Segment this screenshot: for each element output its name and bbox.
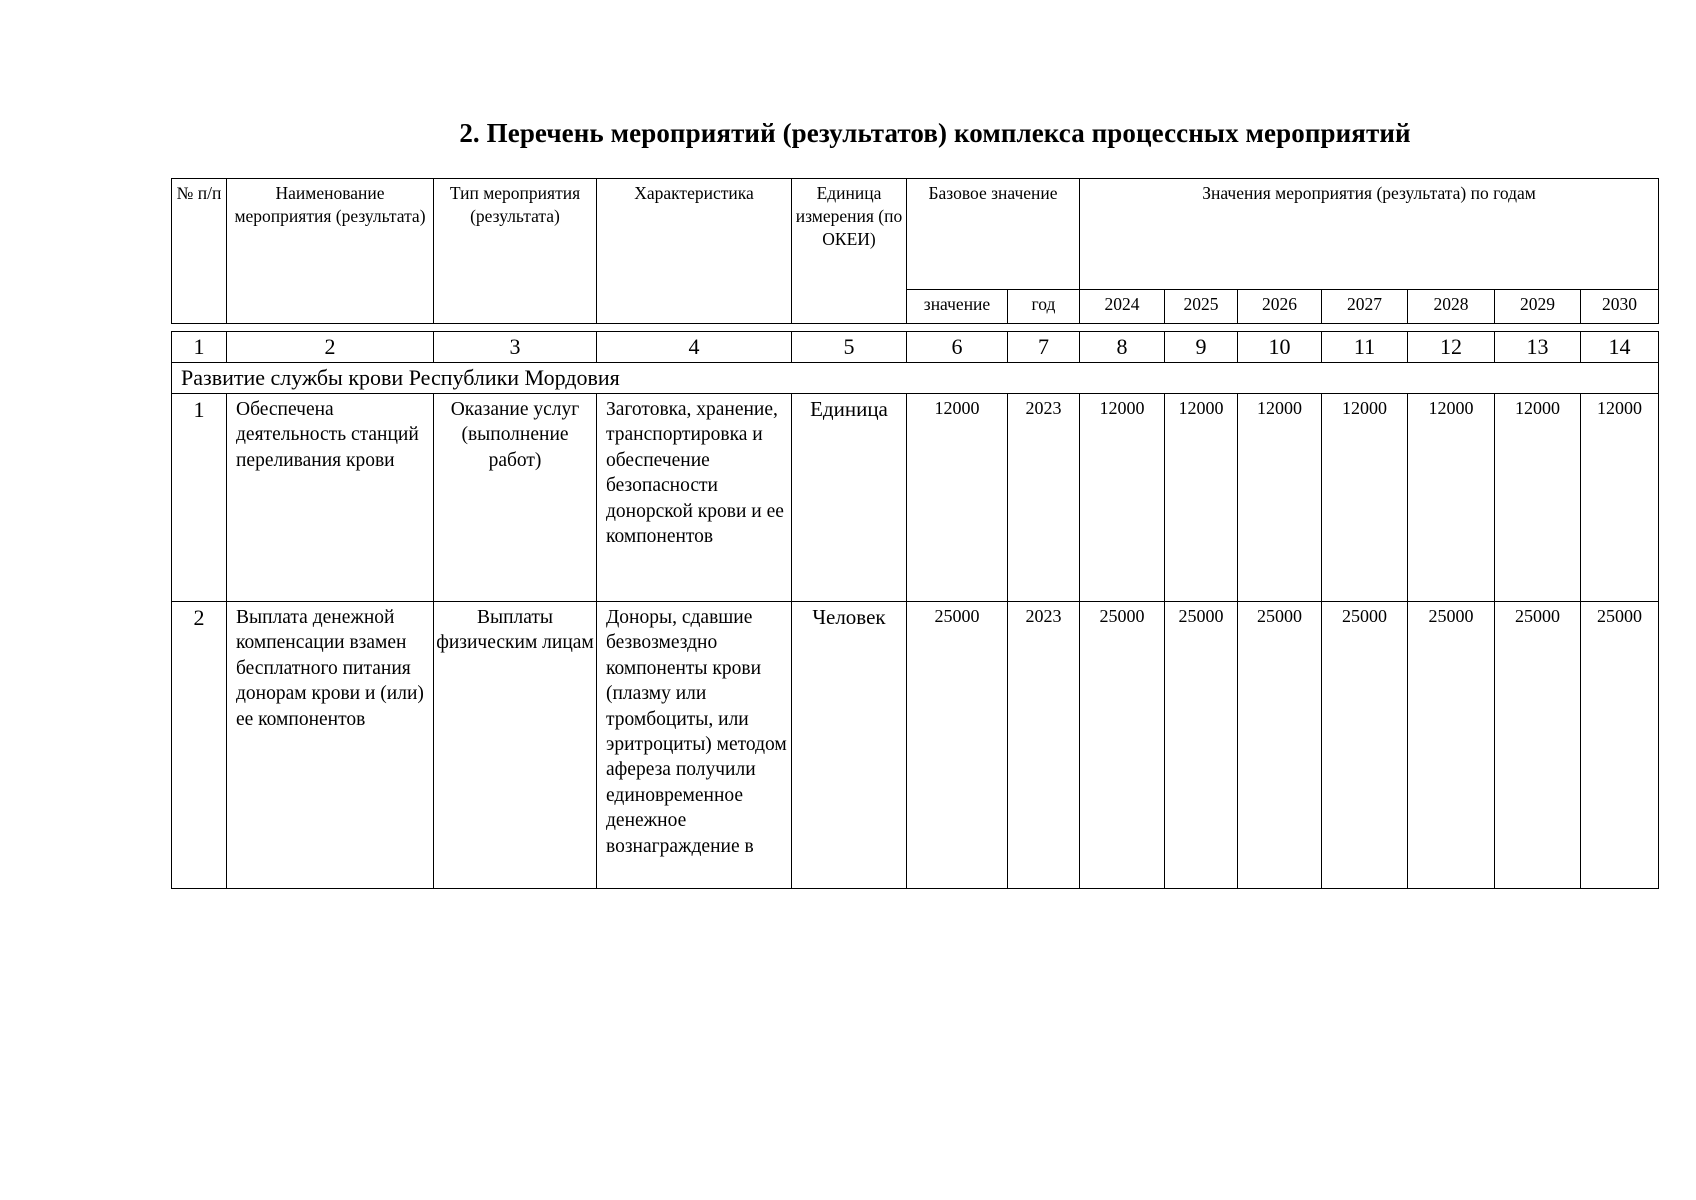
activity-name: Выплата денежной компенсации взамен бесплатного питания донорам крови и (или) ее компонентов: [227, 602, 434, 889]
base-year: 2023: [1008, 602, 1080, 889]
year-value: 12000: [1322, 394, 1408, 602]
header-year: 2025: [1165, 290, 1238, 324]
year-value: 25000: [1080, 602, 1165, 889]
header-characteristic: Характеристика: [597, 179, 792, 324]
column-number: 9: [1165, 332, 1238, 363]
year-value: 25000: [1322, 602, 1408, 889]
activity-type: Выплаты физическим лицам: [434, 602, 597, 889]
year-value: 12000: [1581, 394, 1659, 602]
activity-name: Обеспечена деятельность станций переливания крови: [227, 394, 434, 602]
activity-characteristic: Заготовка, хранение, транспортировка и обеспечение безопасности донорской крови и ее компонентов: [597, 394, 792, 602]
year-value: 25000: [1238, 602, 1322, 889]
header-base: Базовое значение: [907, 179, 1080, 290]
column-number: 11: [1322, 332, 1408, 363]
table-header: [171, 178, 1659, 324]
unit-of-measure: Человек: [792, 602, 907, 889]
column-number: 4: [597, 332, 792, 363]
base-year: 2023: [1008, 394, 1080, 602]
column-number: 1: [172, 332, 227, 363]
header-base-year: год: [1008, 290, 1080, 324]
column-number: 12: [1408, 332, 1495, 363]
year-value: 25000: [1581, 602, 1659, 889]
year-value: 12000: [1080, 394, 1165, 602]
header-no: № п/п: [172, 179, 227, 324]
year-value: 12000: [1238, 394, 1322, 602]
header-unit: Единица измерения (по ОКЕИ): [792, 179, 907, 324]
header-year: 2027: [1322, 290, 1408, 324]
column-number: 6: [907, 332, 1008, 363]
header-year: 2029: [1495, 290, 1581, 324]
row-number: 1: [172, 394, 227, 602]
base-value: 25000: [907, 602, 1008, 889]
column-number: 5: [792, 332, 907, 363]
header-year: 2028: [1408, 290, 1495, 324]
table-row: [172, 602, 1659, 889]
column-numbers-row: [172, 332, 1659, 363]
base-value: 12000: [907, 394, 1008, 602]
year-value: 25000: [1495, 602, 1581, 889]
table-row: [172, 394, 1659, 602]
header-name: Наименование мероприятия (результата): [227, 179, 434, 324]
activity-characteristic: Доноры, сдавшие безвозмездно компоненты крови (плазму или тромбоциты, или эритроциты) методом афереза получили единовременное денежное вознаграждение в: [597, 602, 792, 889]
column-number: 10: [1238, 332, 1322, 363]
unit-of-measure: Единица: [792, 394, 907, 602]
row-number: 2: [172, 602, 227, 889]
header-values-by-year: Значения мероприятия (результата) по годам: [1080, 179, 1659, 290]
activity-type: Оказание услуг (выполнение работ): [434, 394, 597, 602]
year-value: 25000: [1408, 602, 1495, 889]
column-number: 2: [227, 332, 434, 363]
header-year: 2026: [1238, 290, 1322, 324]
document-title: 2. Перечень мероприятий (результатов) комплекса процессных мероприятий: [459, 118, 1411, 148]
column-number: 13: [1495, 332, 1581, 363]
year-value: 25000: [1165, 602, 1238, 889]
section-title: Развитие службы крови Республики Мордовия: [172, 363, 1659, 394]
table-body: [171, 331, 1659, 889]
column-number: 7: [1008, 332, 1080, 363]
column-number: 14: [1581, 332, 1659, 363]
section-row: [172, 363, 1659, 394]
header-year: 2030: [1581, 290, 1659, 324]
year-value: 12000: [1408, 394, 1495, 602]
year-value: 12000: [1495, 394, 1581, 602]
header-base-value: значение: [907, 290, 1008, 324]
column-number: 8: [1080, 332, 1165, 363]
header-year: 2024: [1080, 290, 1165, 324]
header-type: Тип мероприятия (результата): [434, 179, 597, 324]
year-value: 12000: [1165, 394, 1238, 602]
column-number: 3: [434, 332, 597, 363]
